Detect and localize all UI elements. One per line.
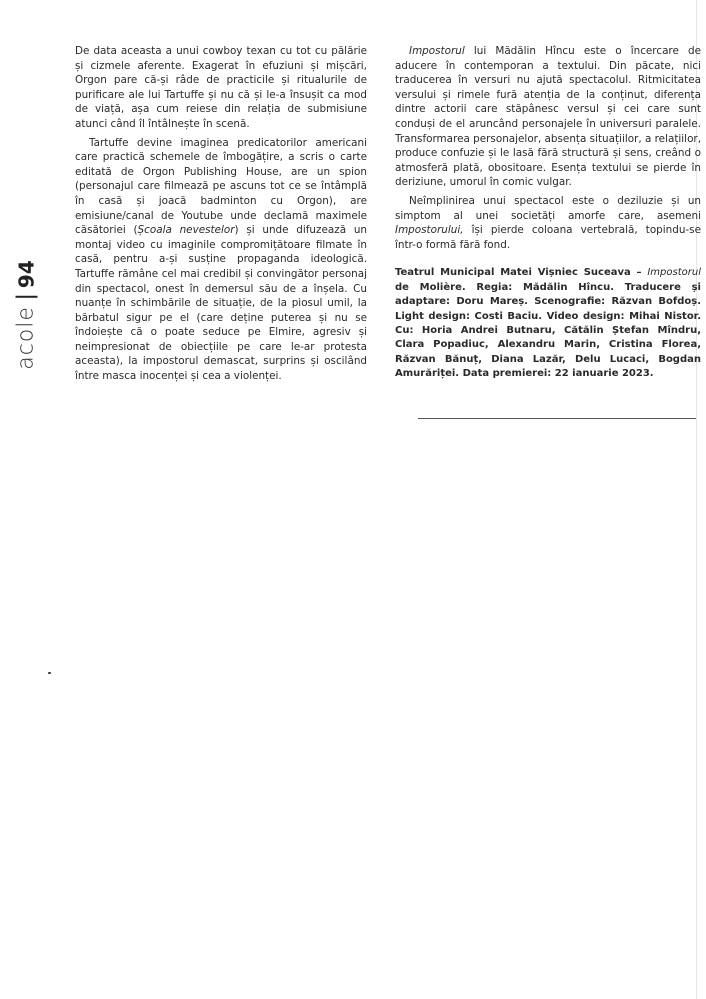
italic-title: Impostorul [409, 45, 465, 57]
paragraph-text: își pierde coloana vertebrală, topindu-se într-o formă fără fond. [395, 224, 701, 251]
paragraph-text: ) și unde difuzează un montaj video cu imaginile compromițătoare filmate în casă, pentru a-și susține propaganda ideologică. Tartuffe rămâne cel mai credibil și convingător personaj din spectacol, onest în demersul său de a înșela. Cu nuanțe în schimbările de situație, de la piosul umil, la bărbatul sigur pe el (care deține puterea și nu se îndoiește că o poate seduce pe Elmire, agresiv și neimpresionat de obiecțiile pe care le-ar protesta aceasta), la impostorul demascat, surprins și oscilând între masca inocenței și cea a violenței. [75, 224, 367, 383]
paragraph [395, 194, 701, 252]
magazine-name: acole [13, 306, 39, 370]
paragraph-text: Neîmplinirea unui spectacol este o deziluzie și un simptom al unei societăți amorfe care, asemeni [395, 194, 701, 222]
credits-text: de Molière. Regia: Mădălin Hîncu. Traducere și adaptare: Doru Mareș. Scenografie: Răzvan Bofdoș. Light design: Costi Baciu. Video design: Mihai Nistor. Cu: Horia Andrei Butnaru, Cătălin Ștefan Mîndru, Clara Popadiuc, Alexandru Marin, Cristina Florea, Răzvan Bănuț, Diana Lazăr, Delu Lucaci, Bogdan Amurăriței. Data premierei: 22 ianuarie 2023. [395, 281, 701, 380]
paragraph [75, 136, 367, 384]
paragraph [395, 44, 701, 190]
paragraph [75, 44, 367, 132]
page-number: 94 [14, 260, 38, 289]
sidebar-divider [15, 296, 37, 298]
italic-title: Impostorul [647, 267, 701, 279]
end-rule [418, 418, 696, 419]
italic-title: Școala nevestelor [137, 224, 235, 237]
sidebar-label [14, 260, 39, 370]
italic-title: Impostorului, [395, 224, 464, 237]
right-column [395, 44, 701, 386]
paragraph-text: Tartuffe devine imaginea predicatorilor americani care practică schemele de îmbogățire, a scris o carte editată de Orgon Publishing House, are un spion (personajul care filmează pe ascuns tot ce se întâmplă în casă și joacă badminton cu Orgon), are emisiune/canal de Youtube unde declamă maximele căsătoriei ( [75, 136, 367, 237]
credits-text: Teatrul Municipal Matei Vișniec Suceava – [395, 267, 648, 279]
left-column [75, 44, 367, 388]
paragraph-text: De data aceasta a unui cowboy texan cu tot cu pălărie și cizmele aferente. Exagerat în efuziuni și mișcări, Orgon pare că-și râde de practicile și ritualurile de purificare ale lui Tartuffe și nu că și le-a însușit ca mod de viață, așa cum reiese din relația de submisiune atunci când îl întâlnește în scenă. [75, 45, 367, 130]
page-sidebar [6, 215, 46, 415]
paragraph-text: lui Mădălin Hîncu este o încercare de aducere în contemporan a textului. Din păcate, nici traducerea în versuri nu ajută spectacolul. Ritmicitatea versului și rimele fură atenția de la conținut, diferența dintre actorii care stăpânesc versul și cei care sunt conduși de el aruncând personajele în universuri paralele. Transformarea personajelor, absența situațiilor, a relațiilor, produce confuzie și le lasă fără structură și sens, creând o atmosferă plată, obositoare. Esența textului se pierde în deriziune, umorul în comic vulgar. [395, 45, 701, 189]
scan-mark [48, 672, 51, 674]
production-credits [395, 266, 701, 381]
